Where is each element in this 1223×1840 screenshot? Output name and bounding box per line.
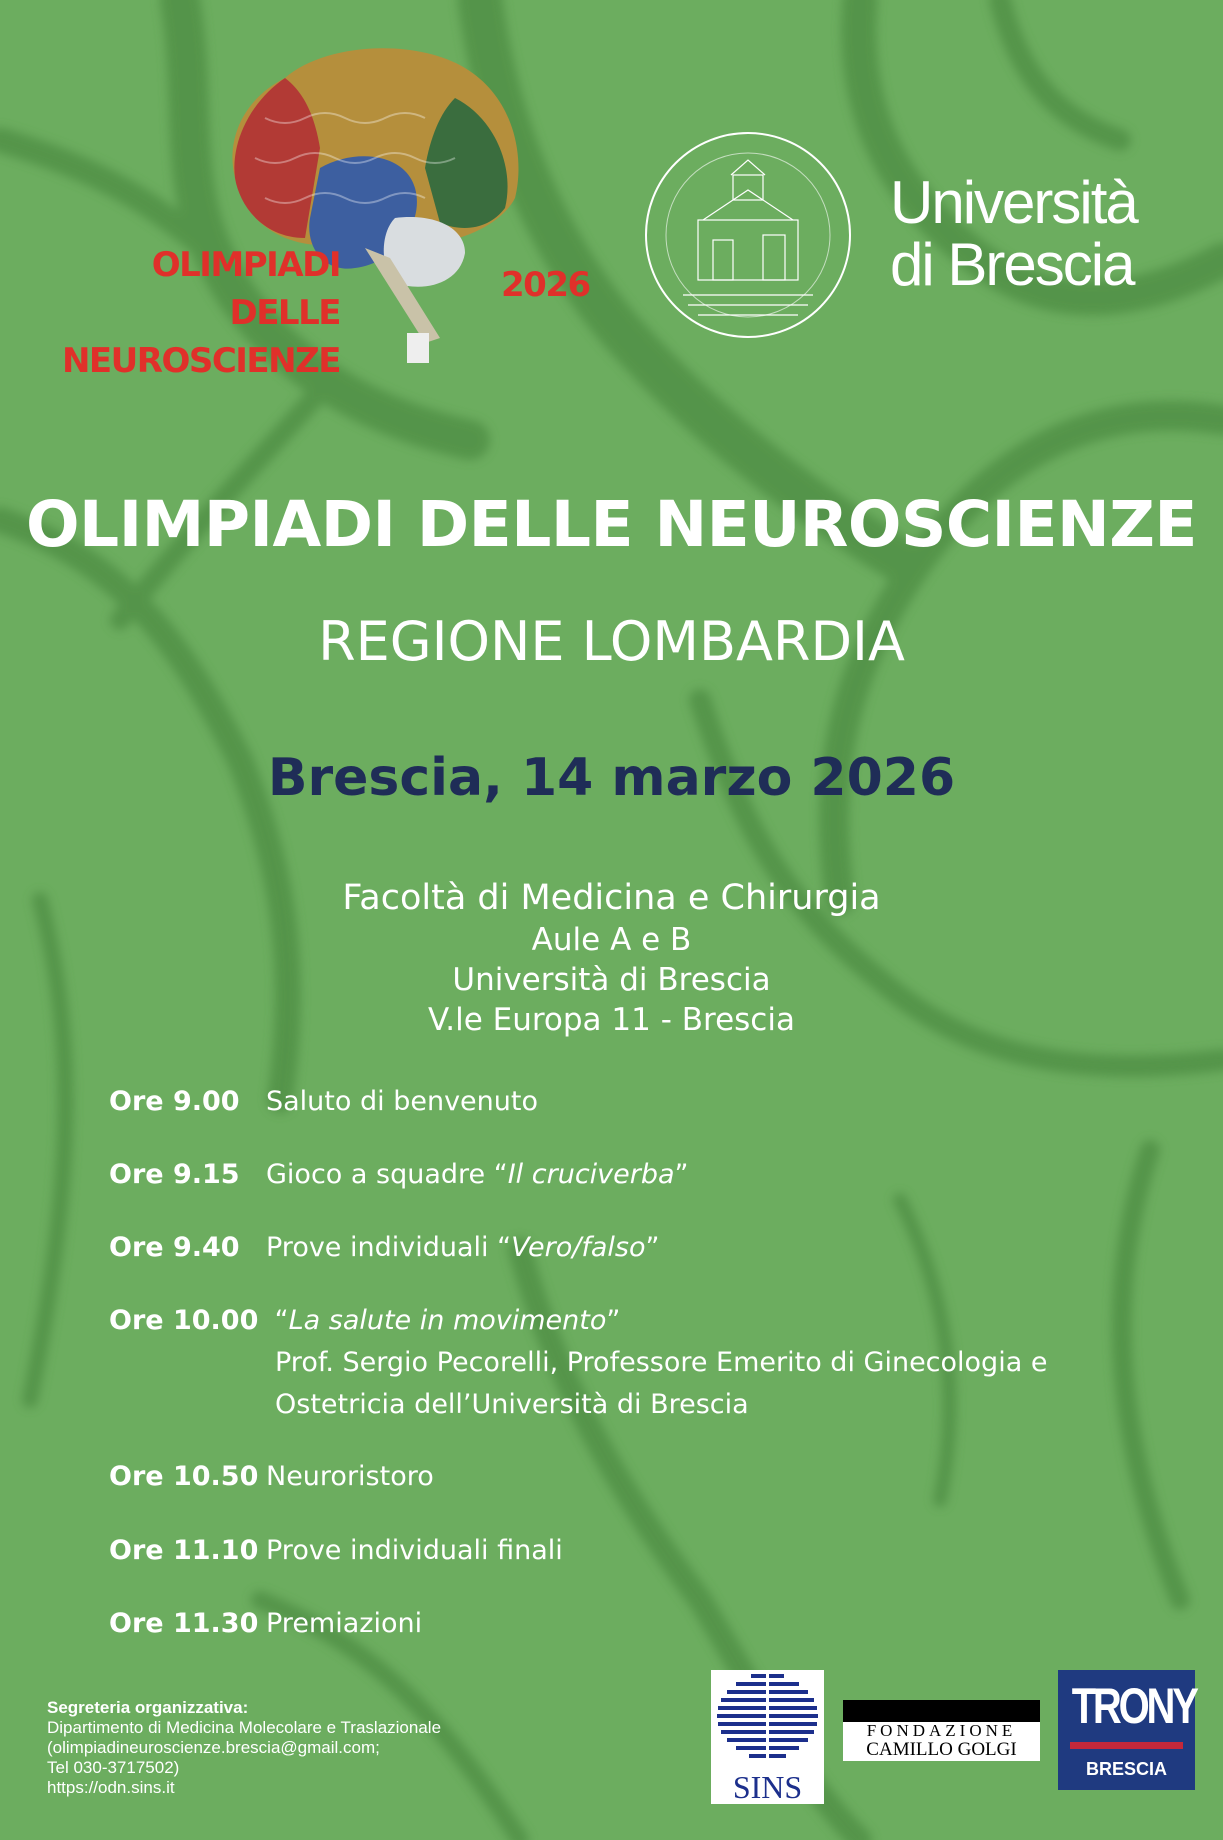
quote-mark: ” (674, 1159, 689, 1190)
schedule-time: Ore 10.50 (109, 1461, 259, 1492)
schedule-time: Ore 9.00 (109, 1086, 240, 1117)
university-seal-icon (643, 130, 853, 340)
schedule-text: Prove individuali “ (266, 1232, 512, 1263)
golgi-line: CAMILLO GOLGI (866, 1739, 1017, 1760)
organizer-website: https://odn.sins.it (47, 1778, 175, 1797)
logo-line: OLIMPIADI (151, 245, 340, 285)
sins-brain-icon (711, 1670, 824, 1766)
wordmark-line: Università (890, 169, 1137, 236)
organizer-line: Dipartimento di Medicina Molecolare e Traslazionale (47, 1718, 442, 1737)
venue-rooms: Aule A e B (531, 922, 692, 958)
schedule-item (109, 1461, 434, 1492)
schedule-text: Saluto di benvenuto (266, 1086, 538, 1117)
schedule-text: Gioco a squadre “ (266, 1159, 508, 1190)
schedule-title: Il cruciverba (507, 1159, 675, 1190)
schedule-item (109, 1608, 422, 1639)
schedule-time: Ore 10.00 (109, 1305, 259, 1336)
schedule-time: Ore 11.30 (109, 1608, 259, 1639)
trony-label: TRONY (1071, 1678, 1196, 1734)
university-wordmark (890, 169, 1137, 298)
schedule-text: Prove individuali finali (266, 1535, 563, 1566)
quote-mark: ” (606, 1305, 621, 1336)
organizer-phone: Tel 030-3717502) (47, 1758, 180, 1777)
quote-mark: ” (645, 1232, 660, 1263)
wordmark-line: di Brescia (890, 231, 1134, 298)
venue-address: V.le Europa 11 - Brescia (428, 1002, 795, 1038)
logo-line: NEUROSCIENZE (61, 341, 340, 381)
golgi-line: FONDAZIONE (866, 1721, 1017, 1740)
schedule-item (109, 1086, 538, 1117)
speaker-info (275, 1342, 1047, 1426)
schedule-text: Premiazioni (266, 1608, 423, 1639)
sins-logo (711, 1670, 824, 1804)
page-title: OLIMPIADI DELLE NEUROSCIENZE (26, 488, 1197, 561)
speaker-line: Prof. Sergio Pecorelli, Professore Emerito di Ginecologia e (275, 1347, 1048, 1378)
venue-university: Università di Brescia (452, 962, 771, 998)
event-logo-text (61, 245, 340, 381)
schedule-title: Vero/falso (511, 1232, 646, 1263)
event-date: Brescia, 14 marzo 2026 (267, 748, 956, 808)
schedule-item (109, 1535, 563, 1566)
trony-city: BRESCIA (1085, 1759, 1167, 1779)
schedule-title: La salute in movimento (288, 1305, 607, 1336)
schedule-item (109, 1159, 689, 1190)
fondazione-golgi-logo (843, 1700, 1040, 1761)
schedule-text: Neuroristoro (266, 1461, 434, 1492)
trony-logo (1058, 1670, 1195, 1790)
venue-name: Facoltà di Medicina e Chirurgia (342, 878, 881, 918)
schedule-item (109, 1232, 659, 1263)
region-subtitle: REGIONE LOMBARDIA (318, 610, 905, 673)
organizer-email: (olimpiadineuroscienze.brescia@gmail.com; (47, 1738, 380, 1757)
schedule-time: Ore 11.10 (109, 1535, 259, 1566)
organizer-heading: Segreteria organizzativa: (47, 1698, 249, 1717)
logo-year: 2026 (501, 265, 590, 305)
schedule-text: “ (266, 1305, 289, 1336)
speaker-line: Ostetricia dell’Università di Brescia (275, 1389, 749, 1420)
schedule-time: Ore 9.15 (109, 1159, 240, 1190)
schedule-time: Ore 9.40 (109, 1232, 240, 1263)
organizer-info (47, 1698, 441, 1798)
sins-label: SINS (732, 1769, 803, 1805)
logo-line: DELLE (229, 293, 340, 333)
schedule-item (109, 1305, 1047, 1426)
